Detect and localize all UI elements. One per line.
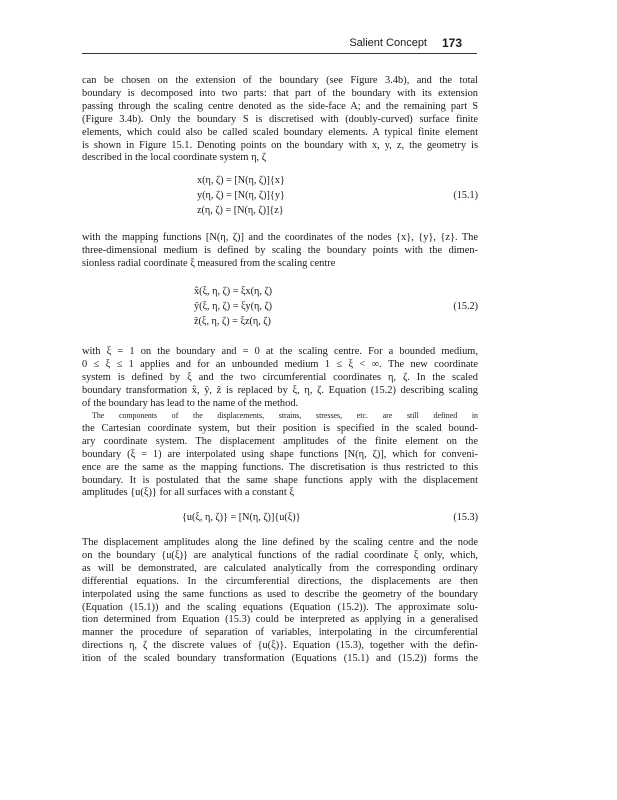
equation-line: {u(ξ, η, ζ)} = [N(η, ζ)]{u(ξ)}	[182, 512, 301, 523]
text-line: as will be demonstrated, are calculated analytically from the corresponding ordinary	[82, 562, 478, 574]
text-line: with ξ = 1 on the boundary and = 0 at the scaling centre. For a bounded medium,	[82, 346, 478, 357]
text-line: boundary (ξ = 1) are interpolated using shape functions [N(η, ζ)], which for conveni-	[82, 448, 478, 460]
text-line: three-dimensional medium is defined by scaling the boundary points with the dimen-	[82, 244, 478, 256]
text-line: The components of the displacements, strains, stresses, etc. are still defined in	[92, 411, 478, 420]
text-line: is shown in Figure 15.1. Denoting points on the boundary with x, y, z, the geometry is	[82, 139, 478, 151]
header-rule	[82, 53, 477, 54]
text-line: ition of the scaled boundary transformation (Equations (15.1) and (15.2)) forms the	[82, 653, 478, 665]
equation-line: z(η, ζ) = [N(η, ζ)]{z}	[197, 205, 284, 216]
equation-number: (15.2)	[453, 301, 478, 312]
equation-line: y(η, ζ) = [N(η, ζ)]{y}	[197, 190, 285, 201]
text-line: on the boundary {u(ξ)} are analytical functions of the radial coordinate ξ only, which,	[82, 549, 478, 561]
text-line: boundary transformation x̂, ŷ, ẑ is replaced by ξ, η, ζ. Equation (15.2) describing scaling	[82, 384, 478, 396]
text-line: elements, which could also be called scaled boundary elements. A typical finite element	[82, 126, 478, 138]
text-line: described in the local coordinate system η, ζ	[82, 152, 267, 164]
text-line: system is defined by ξ and the two circumferential coordinates η, ζ. In the scaled	[82, 371, 478, 383]
equation-line: x̂(ξ, η, ζ) = ξx(η, ζ)	[194, 286, 273, 297]
text-line: manner the procedure of separation of variables, interpolating in the circumferential	[82, 627, 478, 639]
text-line: The displacement amplitudes along the line defined by the scaling centre and the node	[82, 537, 478, 548]
equation-15-3	[82, 512, 478, 528]
paragraph-1	[82, 75, 478, 165]
text-line: directions η, ζ the discrete values of {u(ξ)}. Equation (15.3), together with the defin-	[82, 640, 478, 652]
paragraph-5	[82, 537, 478, 666]
paragraph-3	[82, 346, 478, 411]
equation-15-2	[82, 286, 478, 334]
text-line: (Figure 3.4b). Only the boundary S is discretised with (doubly-curved) surface finite	[82, 113, 478, 125]
equation-number: (15.3)	[453, 512, 478, 523]
text-line: interpolated using the same functions as used to describe the geometry of the boundary	[82, 588, 478, 600]
text-line: ence are the same as the mapping functions. The discretisation is thus restricted to this	[82, 461, 478, 473]
text-line: of the boundary has lead to the name of the method.	[82, 397, 299, 409]
paragraph-2	[82, 232, 478, 271]
equation-15-1	[82, 175, 478, 223]
equation-line: ŷ(ξ, η, ζ) = ξy(η, ζ)	[194, 301, 273, 312]
text-line: tion determined from Equation (15.3) could be interpreted as applying in a generalised	[82, 614, 478, 626]
text-line: differential equations. In the circumferential directions, the displacements are then	[82, 575, 478, 587]
text-line: ary coordinate system. The displacement amplitudes of the finite element on the	[82, 435, 478, 447]
paragraph-4	[82, 410, 478, 500]
text-line: with the mapping functions [N(η, ζ)] and the coordinates of the nodes {x}, {y}, {z}. The	[82, 232, 478, 243]
text-line: boundary is decomposed into two parts: that part of the boundary with its extension	[82, 87, 478, 99]
equation-line: x(η, ζ) = [N(η, ζ)]{x}	[197, 175, 285, 186]
text-line: amplitudes {u(ξ)} for all surfaces with a constant ξ	[82, 487, 294, 499]
text-line: can be chosen on the extension of the boundary (see Figure 3.4b), and the total	[82, 75, 478, 86]
page-number: 173	[442, 36, 463, 50]
equation-number: (15.1)	[453, 190, 478, 201]
equation-line: ẑ(ξ, η, ζ) = ξz(η, ζ)	[194, 316, 271, 327]
text-line: (Equation (15.1)) and the scaling equations (Equation (15.2)). The approximate solu-	[82, 601, 478, 613]
text-line: 0 ≤ ξ ≤ 1 applies and for an unbounded medium 1 ≤ ξ < ∞. The new coordinate	[82, 358, 478, 370]
text-line: boundary. It is postulated that the same shape functions apply with the displacement	[82, 474, 478, 486]
text-line: the Cartesian coordinate system, but their position is specified in the scaled bound-	[82, 422, 478, 434]
text-line: sionless radial coordinate ξ measured from the scaling centre	[82, 257, 336, 269]
running-title: Salient Concept	[349, 37, 427, 49]
text-line: passing through the scaling centre denoted as the side-face A; and the remaining part S	[82, 100, 478, 112]
